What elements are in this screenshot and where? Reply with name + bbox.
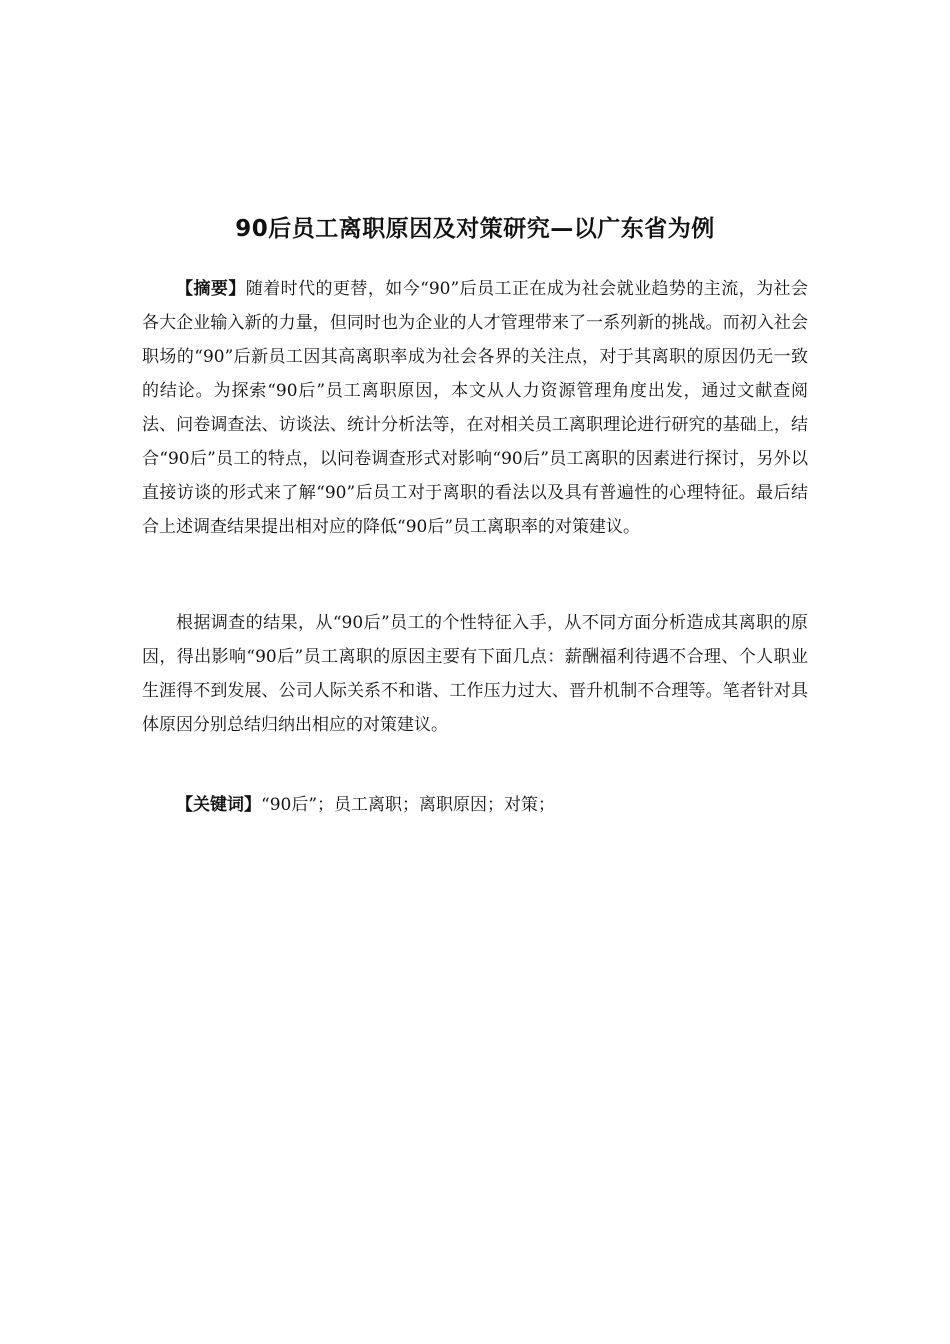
- keywords-text: “90后”；员工离职；离职原因；对策；: [261, 795, 556, 815]
- page-title: 90后员工离职原因及对策研究—以广东省为例: [235, 216, 715, 243]
- keywords-line: [142, 788, 808, 822]
- abstract-text: 随着时代的更替，如今“90”后员工正在成为社会就业趋势的主流，为社会各大企业输入新的力量，但同时也为企业的人才管理带来了一系列新的挑战。而初入社会职场的“90”后新员工因其高离职率成为社会各界的关注点，对于其离职的原因仍无一致的结论。为探索“90后”员工离职原因，本文从人力资源管理角度出发，通过文献查阅法、问卷调查法、访谈法、统计分析法等，在对相关员工离职理论进行研究的基础上，结合“90后”员工的特点，以问卷调查形式对影响“90后”员工离职的因素进行探讨，另外以直接访谈的形式来了解“90”后员工对于离职的看法以及具有普遍性的心理特征。最后结合上述调查结果提出相对应的降低“90后”员工离职率的对策建议。: [142, 279, 808, 537]
- abstract-label: 【摘要】: [176, 279, 246, 299]
- abstract-paragraph-2: 根据调查的结果，从“90后”员工的个性特征入手，从不同方面分析造成其离职的原因，得出影响“90后”员工离职的原因主要有下面几点：薪酬福利待遇不合理、个人职业生涯得不到发展、公司人际关系不和谐、工作压力过大、晋升机制不合理等。笔者针对具体原因分别总结归纳出相应的对策建议。: [142, 613, 808, 735]
- keywords-label: 【关键词】: [176, 795, 261, 815]
- abstract-paragraph: [142, 272, 808, 544]
